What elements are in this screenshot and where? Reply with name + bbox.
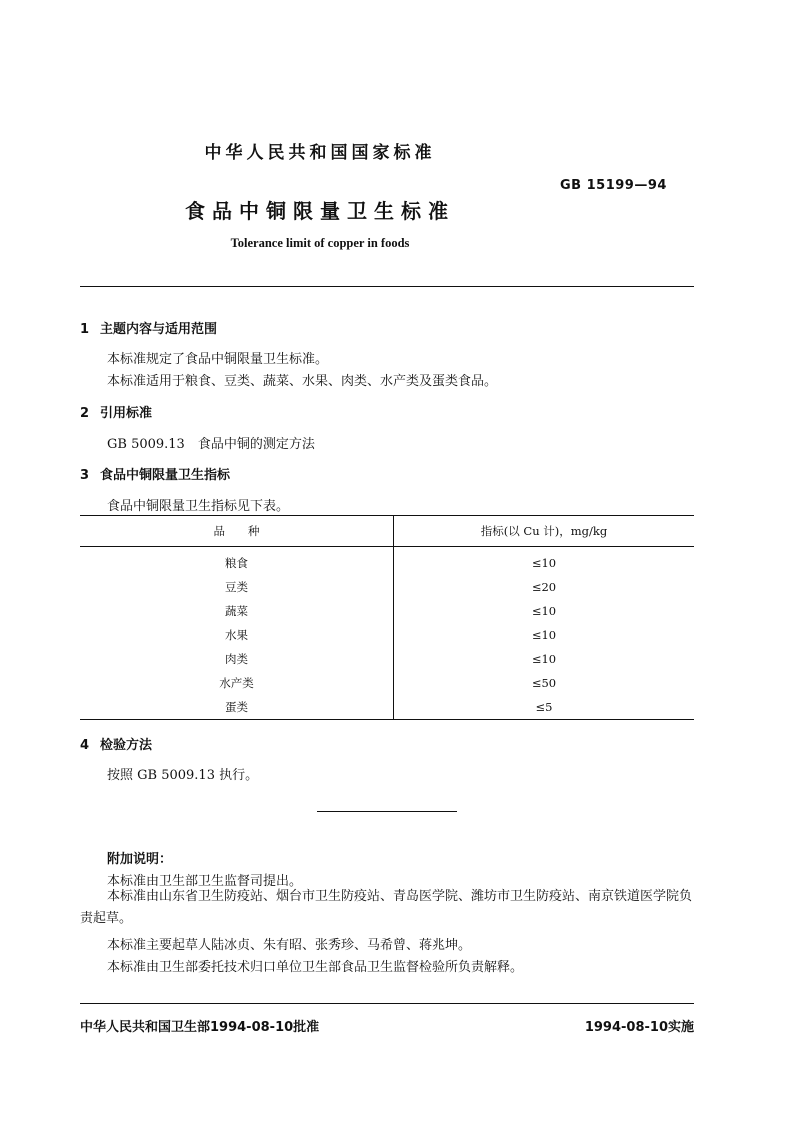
- table-row: [80, 575, 694, 599]
- table-row: [80, 547, 694, 576]
- section-title: 食品中铜限量卫生指标: [100, 468, 231, 483]
- national-standard-heading: 中华人民共和国国家标准: [204, 143, 436, 163]
- limit-value-cell: ≤10: [531, 556, 557, 570]
- limit-value-cell: ≤10: [531, 652, 557, 666]
- footer-rule: [80, 1003, 694, 1004]
- food-category-cell: 水果: [80, 623, 394, 647]
- header-rule: [80, 286, 694, 287]
- section-4-heading: [80, 734, 152, 753]
- note-line: 本标准主要起草人陆冰贞、朱有昭、张秀珍、马希曾、蒋兆坤。: [107, 938, 472, 953]
- section-3-heading: [80, 464, 230, 483]
- document-title: 食品中铜限量卫生标准: [185, 199, 455, 223]
- standard-code: GB 15199—94: [560, 178, 667, 193]
- note-line: 本标准由卫生部委托技术归口单位卫生部食品卫生监督检验所负责解释。: [107, 960, 524, 975]
- food-category-cell: 粮食: [80, 547, 394, 576]
- limit-value-cell: ≤10: [531, 628, 557, 642]
- copper-limit-table: [80, 515, 694, 720]
- table-header-row: [80, 516, 694, 547]
- section-number: 2: [80, 406, 90, 421]
- section-1-heading: [80, 318, 217, 337]
- food-category-cell: 蛋类: [80, 695, 394, 720]
- section-4-paragraph: 按照 GB 5009.13 执行。: [107, 768, 259, 783]
- section-title: 检验方法: [100, 738, 153, 753]
- section-number: 3: [80, 468, 90, 483]
- table-row: [80, 623, 694, 647]
- section-2-heading: [80, 402, 152, 421]
- food-category-cell: 水产类: [80, 671, 394, 695]
- section-1-paragraph: 本标准规定了食品中铜限量卫生标准。: [107, 352, 329, 367]
- document-title-english: Tolerance limit of copper in foods: [230, 236, 410, 250]
- section-1-paragraph: 本标准适用于粮食、豆类、蔬菜、水果、肉类、水产类及蛋类食品。: [107, 374, 498, 389]
- column-header-limit: 指标(以 Cu 计)，mg/kg: [394, 516, 695, 547]
- section-title: 主题内容与适用范围: [100, 322, 218, 337]
- end-of-text-rule: [317, 811, 457, 812]
- limit-value-cell: ≤50: [531, 676, 557, 690]
- limit-value-cell: ≤20: [531, 580, 557, 594]
- column-header-variety: 品 种: [80, 516, 394, 547]
- effective-date: 1994-08-10实施: [584, 1020, 694, 1035]
- note-line: 本标准由卫生部卫生监督司提出。: [107, 874, 303, 889]
- table-row: [80, 647, 694, 671]
- limit-value-cell: ≤5: [394, 695, 695, 720]
- table-row: [80, 599, 694, 623]
- notes-heading: 附加说明：: [107, 852, 173, 867]
- section-2-paragraph: GB 5009.13 食品中铜的测定方法: [107, 437, 315, 452]
- food-category-cell: 肉类: [80, 647, 394, 671]
- section-number: 4: [80, 738, 90, 753]
- limit-value-cell: ≤10: [531, 604, 557, 618]
- section-title: 引用标准: [100, 406, 153, 421]
- section-3-paragraph: 食品中铜限量卫生指标见下表。: [107, 499, 290, 514]
- note-line: 本标准由山东省卫生防疫站、烟台市卫生防疫站、青岛医学院、潍坊市卫生防疫站、南京铁道医学院负责起草。: [80, 889, 693, 926]
- food-category-cell: 蔬菜: [80, 599, 394, 623]
- section-number: 1: [80, 322, 90, 337]
- food-category-cell: 豆类: [80, 575, 394, 599]
- table-row: [80, 695, 694, 720]
- approval-line: 中华人民共和国卫生部1994-08-10批准: [80, 1020, 320, 1035]
- table-row: [80, 671, 694, 695]
